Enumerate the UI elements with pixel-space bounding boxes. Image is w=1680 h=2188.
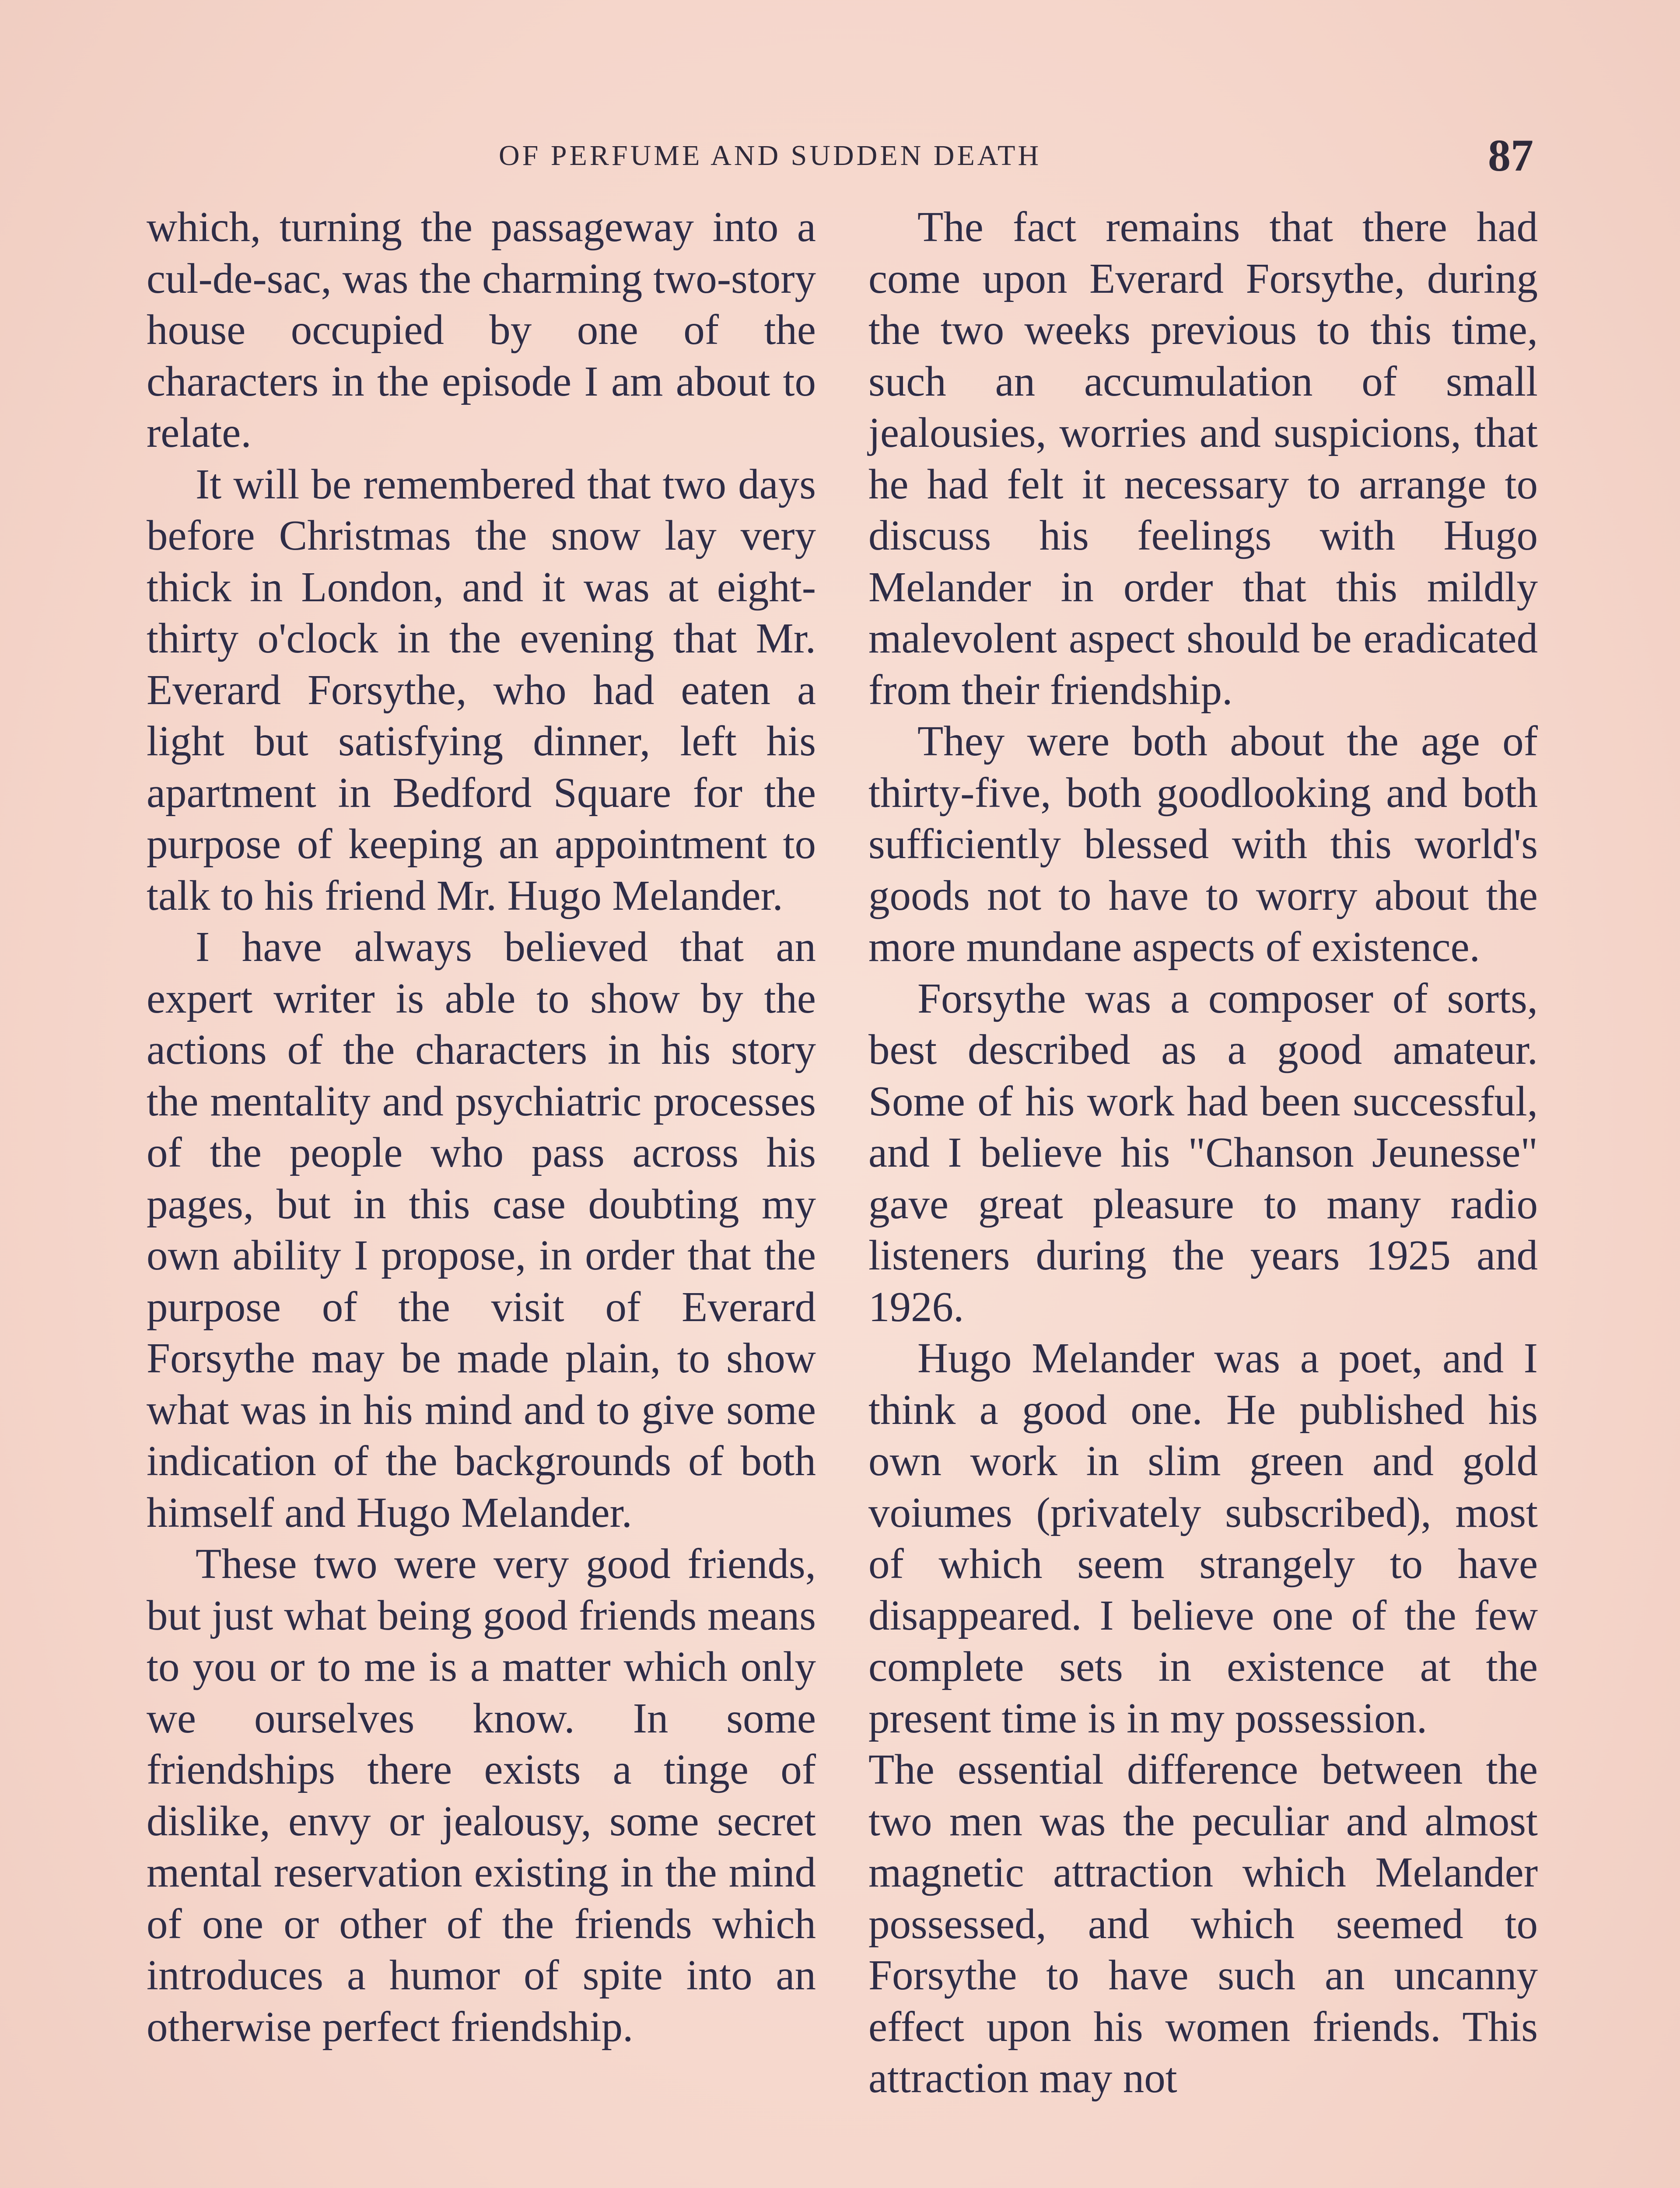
paragraph: They were both about the age of thirty-five, both goodlooking and both sufficiently blessed with this world's goods not to have to worry about the more mundane aspects of existence. bbox=[868, 718, 1538, 970]
paragraph: The essential difference between the two men was the peculiar and almost magnetic attraction which Melander possessed, and which seemed to Forsythe to have such an uncanny effect upon his women friends. This attraction may not bbox=[868, 1746, 1538, 2101]
paragraph: It will be remembered that two days before Christmas the snow lay very thick in London, and it was at eight-thirty o'clock in the evening that Mr. Everard Forsythe, who had eaten a light but satisfying dinner, left his apartment in Bedford Square for the purpose of keeping an appointment to talk to his friend Mr. Hugo Melander. bbox=[147, 460, 816, 919]
paragraph: which, turning the passageway into a cul-de-sac, was the charming two-story house occupied by one of the characters in the episode I am about to relate. bbox=[147, 203, 816, 456]
paragraph: The fact remains that there had come upon Everard Forsythe, during the two weeks previous to this time, such an accumulation of small jealousies, worries and suspicions, that he had felt it necessary to arrange to discuss his feelings with Hugo Melander in order that this mildly malevolent aspect should be eradicated from their friendship. bbox=[868, 203, 1538, 713]
left-column bbox=[147, 201, 816, 2052]
right-column bbox=[868, 201, 1538, 2104]
running-title: OF PERFUME AND SUDDEN DEATH bbox=[499, 140, 1042, 172]
paragraph: I have always believed that an expert writer is able to show by the actions of the characters in his story the mentality and psychiatric processes of the people who pass across his pages, but in this case doubting my own ability I propose, in order that the purpose of the visit of Everard Forsythe may be made plain, to show what was in his mind and to give some indication of the backgrounds of both himself and Hugo Melander. bbox=[147, 923, 816, 1536]
page-number: 87 bbox=[1488, 130, 1533, 181]
paragraph: Hugo Melander was a poet, and I think a good one. He published his own work in slim green and gold voiumes (privately subscribed), most of which seem strangely to have disappeared. I believe one of the few complete sets in existence at the present time is in my possession. bbox=[868, 1335, 1538, 1742]
paragraph: Forsythe was a composer of sorts, best described as a good amateur. Some of his work had been successful, and I believe his "Chanson Jeunesse" gave great pleasure to many radio listeners during the years 1925 and 1926. bbox=[868, 975, 1538, 1330]
paragraph: These two were very good friends, but just what being good friends means to you or to me is a matter which only we ourselves know. In some friendships there exists a tinge of dislike, envy or jealousy, some secret mental reservation existing in the mind of one or other of the friends which introduces a humor of spite into an otherwise perfect friendship. bbox=[147, 1540, 816, 2050]
